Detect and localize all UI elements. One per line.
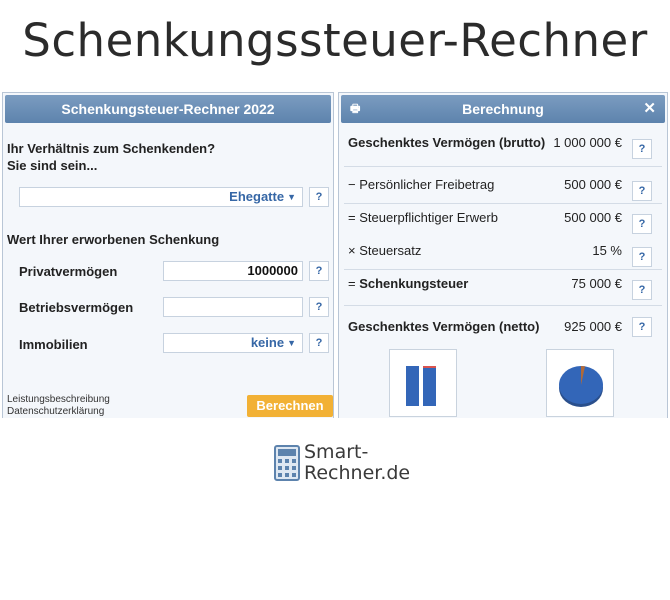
divider (344, 269, 662, 270)
chevron-down-icon: ▼ (287, 192, 296, 202)
row-help-button[interactable]: ? (632, 181, 652, 201)
bar-netto (423, 368, 436, 406)
row-label: × Steuersatz (348, 243, 422, 258)
row-value: 925 000 € (564, 319, 622, 334)
row-label-wrap (348, 276, 468, 291)
link-datenschutz[interactable]: Datenschutzerklärung (7, 406, 105, 417)
row-value: 1 000 000 € (553, 135, 622, 150)
section-title: Wert Ihrer erworbenen Schenkung (7, 232, 220, 247)
print-icon[interactable]: 🖶 (350, 103, 361, 115)
pie-chart-thumbnail[interactable] (546, 349, 614, 417)
betrieb-label: Betriebsvermögen (19, 300, 134, 315)
row-help-button[interactable]: ? (632, 317, 652, 337)
calculator-logo-icon (274, 445, 300, 486)
betrieb-help-button[interactable]: ? (309, 297, 329, 317)
divider (344, 305, 662, 306)
bar-chart-thumbnail[interactable] (389, 349, 457, 417)
relation-select[interactable] (19, 187, 303, 207)
row-help-button[interactable]: ? (632, 247, 652, 267)
brand-logo (304, 442, 410, 484)
pie-chart-icon (547, 350, 613, 416)
privat-input[interactable]: 1000000 (163, 261, 303, 281)
immobilien-help-button[interactable]: ? (309, 333, 329, 353)
relation-question-sub: Sie sind sein... (7, 158, 98, 173)
link-leistungsbeschreibung[interactable]: Leistungsbeschreibung (7, 394, 110, 405)
row-label: Geschenktes Vermögen (brutto) (348, 135, 546, 150)
input-panel-header: Schenkungsteuer-Rechner 2022 (5, 95, 331, 123)
page-title: Schenkungssteuer-Rechner (22, 14, 648, 67)
calculate-button[interactable]: Berechnen (247, 395, 333, 417)
privat-label: Privatvermögen (19, 264, 118, 279)
immobilien-label: Immobilien (19, 337, 88, 352)
bar-brutto (406, 366, 419, 406)
divider (344, 166, 662, 167)
relation-help-button[interactable]: ? (309, 187, 329, 207)
bar-chart-icon (390, 350, 456, 416)
result-panel-title: Berechnung (462, 101, 544, 117)
calculation-result-panel (338, 92, 668, 418)
divider (344, 203, 662, 204)
row-label: = Steuerpflichtiger Erwerb (348, 210, 498, 225)
relation-question: Ihr Verhältnis zum Schenkenden? (7, 141, 216, 156)
privat-help-button[interactable]: ? (309, 261, 329, 281)
row-label: Schenkungsteuer (359, 276, 469, 291)
row-value: 500 000 € (564, 210, 622, 225)
row-help-button[interactable]: ? (632, 139, 652, 159)
chevron-down-icon: ▼ (287, 338, 296, 348)
immobilien-select-value: keine (250, 335, 285, 350)
row-label-prefix: = (348, 276, 360, 291)
logo-line1: Smart- (304, 441, 369, 463)
close-icon[interactable]: ✕ (643, 100, 656, 117)
row-value: 500 000 € (564, 177, 622, 192)
row-label: − Persönlicher Freibetrag (348, 177, 495, 192)
bar-tax (423, 366, 436, 368)
row-help-button[interactable]: ? (632, 214, 652, 234)
row-value: 75 000 € (571, 276, 622, 291)
betrieb-input[interactable] (163, 297, 303, 317)
result-panel-header (341, 95, 665, 123)
row-value: 15 % (592, 243, 622, 258)
row-help-button[interactable]: ? (632, 280, 652, 300)
relation-select-value: Ehegatte (229, 189, 285, 204)
immobilien-select[interactable] (163, 333, 303, 353)
row-label: Geschenktes Vermögen (netto) (348, 319, 540, 334)
calculator-input-panel (2, 92, 334, 418)
logo-line2: Rechner.de (304, 462, 411, 484)
